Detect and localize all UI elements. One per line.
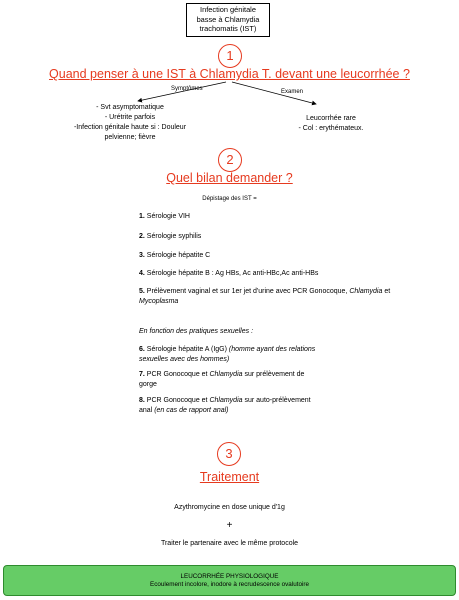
item-number: 5.	[139, 288, 145, 295]
item-text: sur prélèvement de	[244, 371, 305, 378]
item-text: PCR Gonocoque et	[146, 371, 208, 378]
symptoms-label: Symptômes	[171, 86, 203, 92]
item-text: et	[384, 288, 391, 295]
treatment-text: Azythromycine en dose unique d'1g	[174, 504, 285, 511]
bilan-item-6	[139, 345, 429, 364]
item-text: Sérologie VIH	[146, 213, 190, 220]
symptom-item: pelvienne; fièvre	[104, 134, 156, 141]
item-text: sur auto-prélèvement	[244, 397, 311, 404]
item-italic: (en cas de rapport anal)	[154, 406, 229, 414]
step-2-circle: 2	[218, 148, 242, 172]
green-box-subtitle: Ecoulement incolore, inodore à recrudescence ovalutoire	[150, 581, 309, 588]
item-italic: sexuelles avec des hommes)	[139, 355, 230, 363]
item-text: Sérologie hépatite A (IgG)	[146, 346, 227, 353]
item-text: Prélèvement vaginal et sur 1er jet d'urine avec PCR Gonocoque,	[146, 288, 348, 295]
depistage-label: Dépistage des IST =	[202, 196, 257, 202]
partner-text: Traiter le partenaire avec le même protocole	[160, 540, 299, 547]
plus-sign: +	[226, 520, 233, 531]
bilan-item-4	[139, 269, 318, 279]
bilan-item-3	[139, 251, 210, 261]
symptom-item: - Urétrite parfois	[104, 114, 156, 121]
green-box-title: LEUCORRHÉE PHYSIOLOGIQUE	[180, 573, 279, 580]
item-number: 3.	[139, 252, 145, 259]
item-number: 1.	[139, 213, 145, 220]
sexual-practices-label	[139, 327, 253, 337]
item-text: anal	[139, 406, 153, 414]
title-line-1: Infection génitale	[200, 5, 256, 14]
item-text: PCR Gonocoque et	[146, 397, 208, 404]
item-text: gorge	[139, 380, 157, 388]
item-text: Sérologie hépatite C	[146, 252, 211, 259]
step-3-circle: 3	[217, 442, 241, 466]
item-number: 8.	[139, 397, 145, 404]
item-number: 2.	[139, 233, 145, 240]
bilan-item-2	[139, 232, 201, 242]
symptom-item: - Svt asymptomatique	[96, 104, 164, 111]
item-number: 7.	[139, 371, 145, 378]
section-2-heading: Quel bilan demander ?	[166, 171, 293, 185]
item-number: 6.	[139, 346, 145, 353]
bilan-item-7	[139, 370, 429, 389]
item-italic: Chlamydia	[209, 371, 243, 378]
physiological-leucorrhea-box	[3, 565, 456, 596]
sexual-practices-text: En fonction des pratiques sexuelles :	[139, 328, 254, 335]
exam-item: - Col : erythémateux.	[298, 125, 364, 132]
item-italic: Chlamydia	[209, 397, 243, 404]
item-italic: Mycoplasma	[139, 297, 179, 305]
item-italic: (homme ayant des relations	[228, 346, 316, 353]
item-text: Sérologie syphilis	[146, 233, 202, 240]
bilan-item-1	[139, 212, 190, 222]
item-number: 4.	[139, 270, 145, 277]
title-line-2: basse à Chlamydia	[196, 14, 260, 24]
bilan-item-8	[139, 396, 429, 415]
exam-item: Leucorrhée rare	[306, 115, 356, 122]
section-3-heading: Traitement	[199, 470, 260, 484]
item-text: Sérologie hépatite B : Ag HBs, Ac anti-HBc,Ac anti-HBs	[146, 270, 319, 277]
bilan-item-5	[139, 287, 429, 306]
item-italic: Chlamydia	[349, 288, 383, 295]
section-1-heading: Quand penser à une IST à Chlamydia T. devant une leucorrhée ?	[49, 67, 410, 81]
symptom-item: -Infection génitale haute si : Douleur	[73, 124, 187, 131]
symptoms-list	[20, 103, 240, 143]
title-line-3: trachomatis (IST)	[199, 24, 257, 34]
step-1-circle: 1	[218, 44, 242, 68]
arrow-to-exam	[232, 82, 316, 104]
exam-list	[266, 114, 396, 134]
exam-label: Examen	[281, 89, 304, 95]
